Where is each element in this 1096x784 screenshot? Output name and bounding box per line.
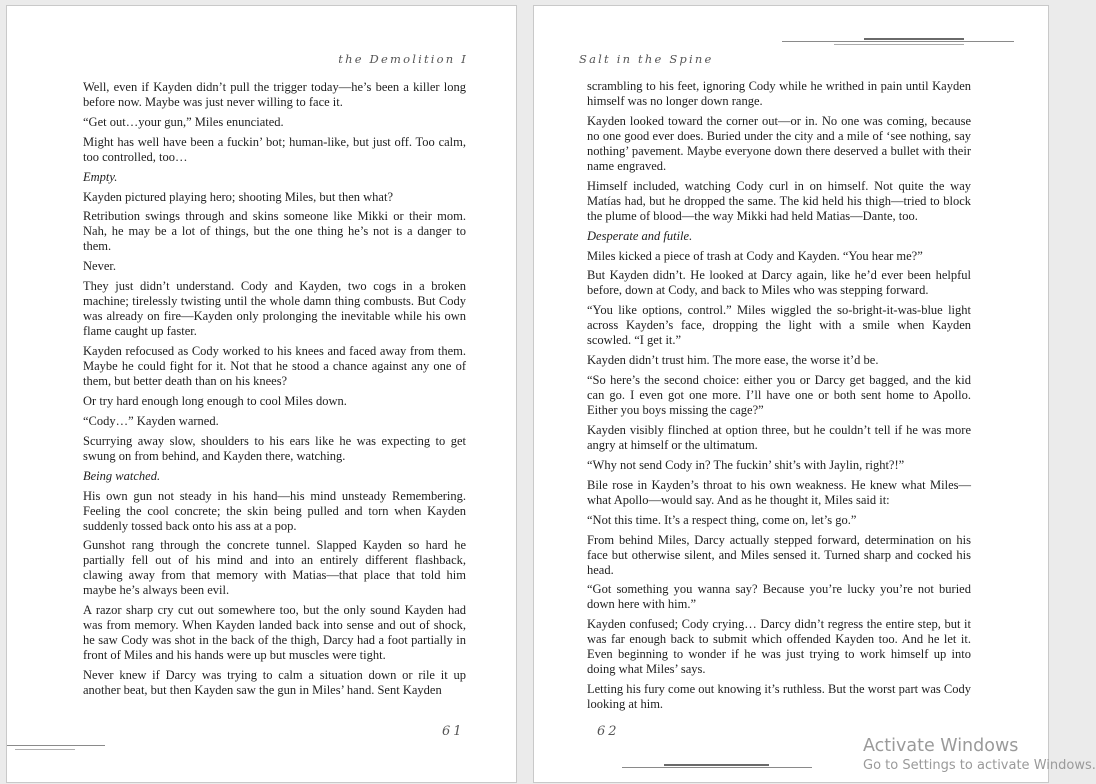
right-page: [533, 5, 1049, 783]
paragraph: Never.: [83, 259, 116, 274]
paragraph: Himself included, watching Cody curl in on himself. Not quite the way Matías had, but he dropped the same. The kid held his thigh—tried to block the plume of blood—the way Mikki had held Matias—Dante, too.: [587, 178, 971, 223]
paragraph: Never knew if Darcy was trying to calm a situation down or rile it up another beat, but then Kayden saw the gun in Miles’ hand. Sent Kayden: [83, 668, 466, 698]
paragraph: Kayden didn’t trust him. The more ease, the worse it’d be.: [587, 353, 879, 368]
paragraph: “Not this time. It’s a respect thing, come on, let’s go.”: [587, 512, 857, 527]
footer-rule: [664, 764, 769, 766]
paragraph: Kayden pictured playing hero; shooting Miles, but then what?: [83, 189, 394, 204]
paragraph: Kayden visibly flinched at option three, but he couldn’t tell if he was more angry at himself or the ultimatum.: [587, 423, 971, 453]
page-number: 62: [597, 724, 620, 739]
paragraph: His own gun not steady in his hand—his mind unsteady Remembering. Feeling the cool concrete; the skin being pulled and torn when Kayden suddenly tossed back onto his ass at a pop.: [83, 488, 466, 533]
paragraph: “Got something you wanna say? Because you’re lucky you’re not buried down here with him.”: [587, 582, 971, 612]
body-text[interactable]: [587, 79, 971, 717]
running-head: Salt in the Spine: [579, 52, 714, 66]
page-number: 61: [442, 724, 465, 739]
paragraph: Kayden looked toward the corner out—or in. No one was coming, because no one good ever does. Buried under the city and a mile of ‘see nothing, say nothing’ pavement. Maybe everyone down there deserved a bullet with their name engraved.: [587, 113, 971, 173]
footer-rule: [622, 767, 812, 768]
paragraph: Might has well have been a fuckin’ bot; human-like, but just off. Too calm, too controlled, too…: [83, 134, 466, 164]
paragraph: “Cody…” Kayden warned.: [83, 413, 219, 428]
paragraph: “You like options, control.” Miles wiggled the so-bright-it-was-blue light across Kayden’s face, dropping the light with a smile when Kayden scowled. “I get it.”: [587, 303, 971, 348]
paragraph: Well, even if Kayden didn’t pull the trigger today—he’s been a killer long before now. Maybe was just never willing to face it.: [83, 80, 466, 109]
paragraph: But Kayden didn’t. He looked at Darcy again, like he’d ever been helpful before, down at Cody, and back to Miles who was stepping forward.: [587, 268, 971, 298]
paragraph: Kayden confused; Cody crying… Darcy didn’t regress the entire step, but it was far enough back to submit which offended Kayden too. And he let it. Even beginning to wonder if he was just trying to work himself up into doing what Miles’ says.: [587, 617, 971, 677]
paragraph: Desperate and futile.: [587, 228, 693, 243]
paragraph: Scurrying away slow, shoulders to his ears like he was expecting to get swung on from behind, and Kayden there, watching.: [83, 433, 466, 463]
paragraph: Or try hard enough long enough to cool Miles down.: [83, 394, 347, 409]
paragraph: A razor sharp cry cut out somewhere too, but the only sound Kayden had was from memory. When Kayden landed back into sense and out of shock, he saw Cody was shot in the back of the thigh, Darcy had a foot partially in front of Miles and his hands were up but muscles were tight.: [83, 603, 466, 663]
left-page: [6, 5, 517, 783]
paragraph: scrambling to his feet, ignoring Cody while he writhed in pain until Kayden himself was no longer down range.: [587, 79, 971, 108]
paragraph: “So here’s the second choice: either you or Darcy get bagged, and the kid can go. I even got one more. I’ll have one or both sent home to Apollo. Either you boys missing the cage?”: [587, 373, 971, 418]
paragraph: “Get out…your gun,” Miles enunciated.: [83, 114, 284, 129]
watermark-subtitle: Go to Settings to activate Windows.: [863, 758, 1096, 773]
paragraph: Being watched.: [83, 468, 161, 483]
footer-rule: [15, 749, 75, 750]
header-rule: [782, 41, 1014, 42]
running-head: the Demolition I: [338, 52, 468, 66]
paragraph: Bile rose in Kayden’s throat to his own weakness. He knew what Miles—what Apollo—would say. And as he thought it, Miles said it:: [587, 477, 971, 507]
watermark-title: Activate Windows: [863, 736, 1019, 756]
paragraph: “Why not send Cody in? The fuckin’ shit’s with Jaylin, right?!”: [587, 457, 905, 472]
footer-rule: [7, 745, 105, 746]
paragraph: Gunshot rang through the concrete tunnel. Slapped Kayden so hard he partially fell out of his mind and into an entirely different flashback, clawing away from that memory with Matias—that place that told him maybe he’s always been evil.: [83, 538, 466, 598]
paragraph: From behind Miles, Darcy actually stepped forward, determination on his face but otherwise silent, and Miles sensed it. Turned sharp and cocked his head.: [587, 532, 971, 577]
paragraph: Retribution swings through and skins someone like Mikki or their mom. Nah, he may be a lot of things, but the one thing he’s not is a danger to them.: [83, 209, 466, 254]
paragraph: Empty.: [83, 169, 118, 184]
activation-watermark: [863, 735, 1096, 775]
header-rule: [834, 44, 964, 45]
paragraph: They just didn’t understand. Cody and Kayden, two cogs in a broken machine; tirelessly twisting until the whole damn thing combusts. But Cody was already on fire—Kayden only prolonging the inevitable while his own flame caught up faster.: [83, 279, 466, 339]
header-rule: [864, 38, 964, 40]
paragraph: Kayden refocused as Cody worked to his knees and faced away from them. Maybe he could fight for it. Not that he stood a chance against any one of them, but better death than on his knees?: [83, 344, 466, 389]
body-text[interactable]: [83, 80, 466, 703]
paragraph: Letting his fury come out knowing it’s ruthless. But the worst part was Cody looking at him.: [587, 682, 971, 712]
paragraph: Miles kicked a piece of trash at Cody and Kayden. “You hear me?”: [587, 248, 923, 263]
